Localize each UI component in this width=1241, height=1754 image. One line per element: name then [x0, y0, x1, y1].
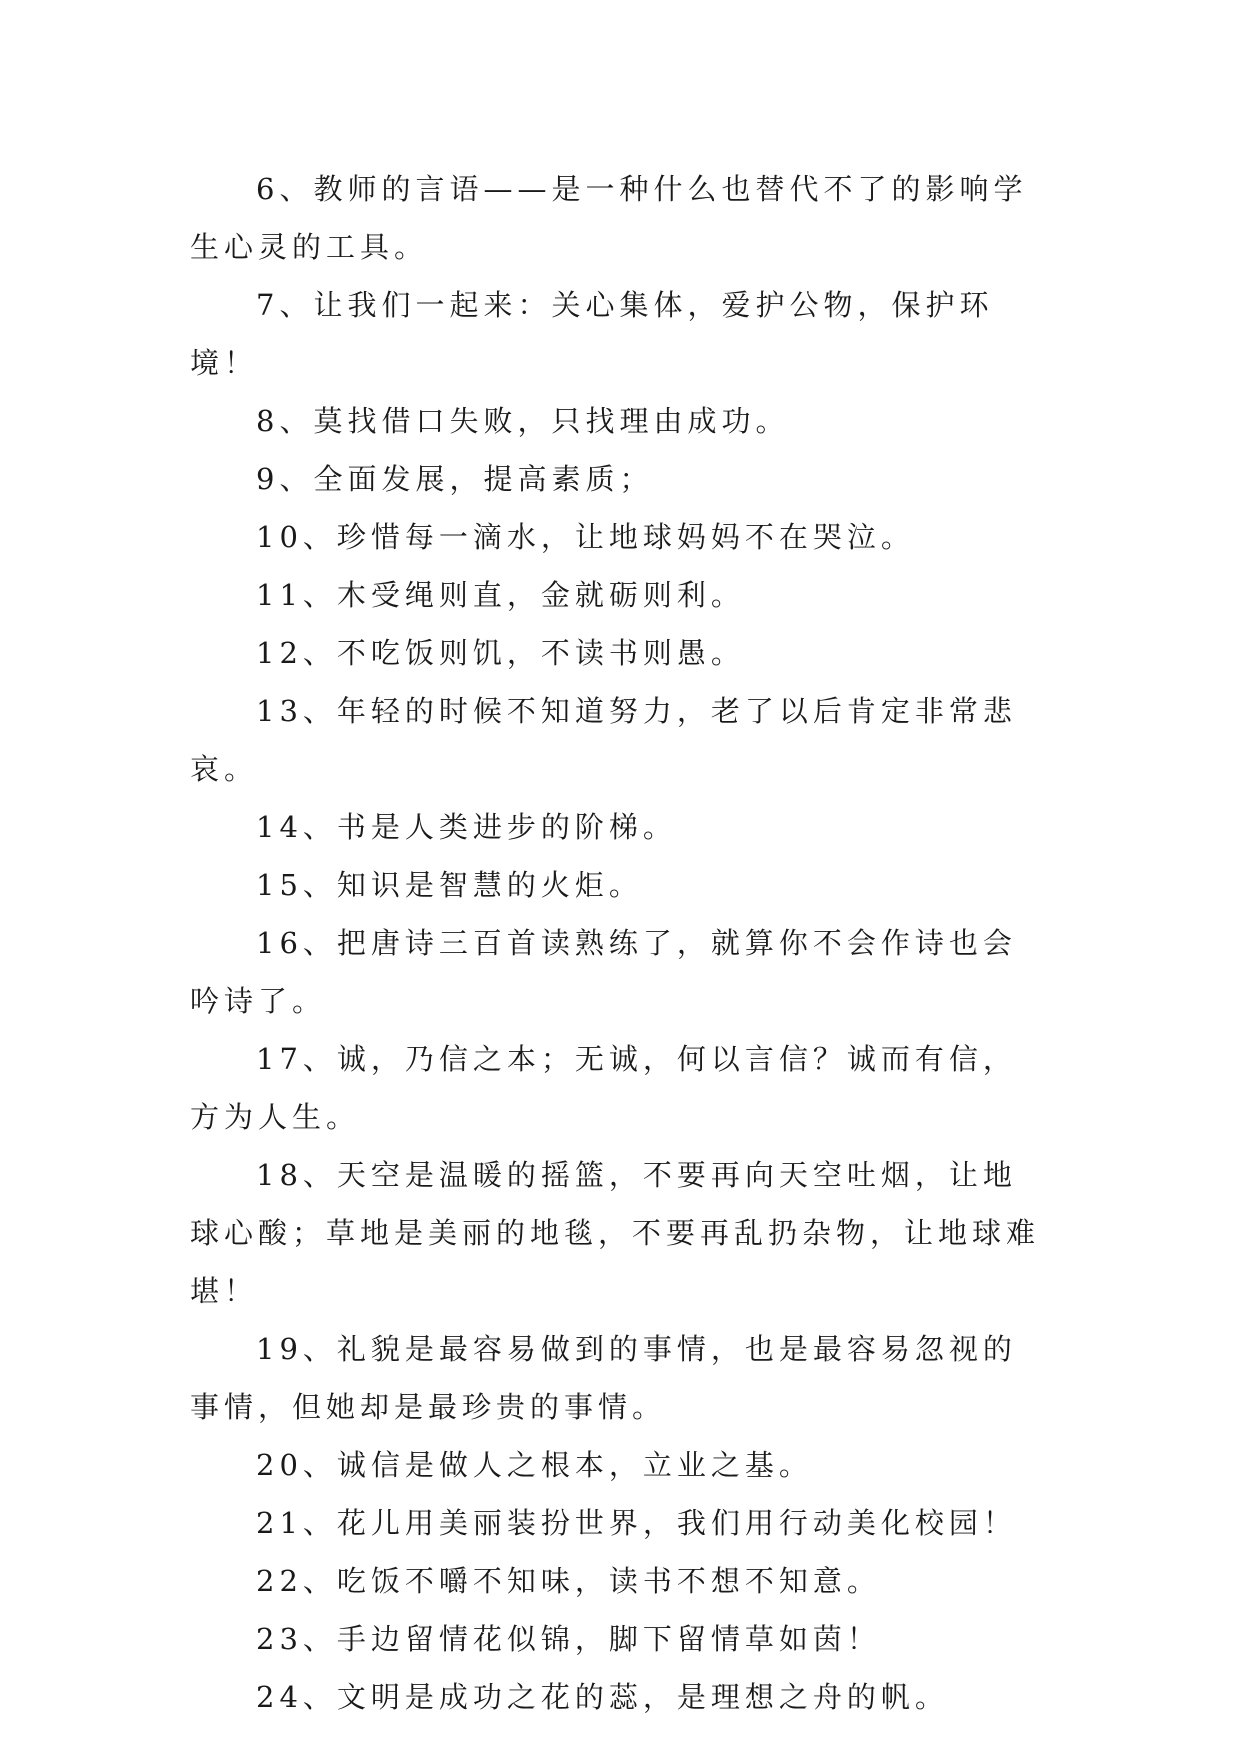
list-item: 8、莫找借口失败，只找理由成功。: [256, 404, 790, 438]
list-item: 10、珍惜每一滴水，让地球妈妈不在哭泣。: [256, 520, 915, 554]
list-item: 16、把唐诗三百首读熟练了，就算你不会作诗也会吟诗了。: [190, 926, 1017, 1018]
list-item: 20、诚信是做人之根本，立业之基。: [256, 1448, 813, 1482]
document-body: [190, 160, 1050, 1726]
list-item: 11、木受绳则直，金就砺则利。: [256, 578, 745, 612]
list-item: 22、吃饭不嚼不知味，读书不想不知意。: [256, 1564, 881, 1598]
list-item: 18、天空是温暖的摇篮，不要再向天空吐烟，让地球心酸；草地是美丽的地毯，不要再乱扔杂物，让地球难堪！: [190, 1158, 1041, 1308]
list-item: 13、年轻的时候不知道努力，老了以后肯定非常悲哀。: [190, 694, 1017, 786]
list-item: 6、教师的言语——是一种什么也替代不了的影响学生心灵的工具。: [190, 172, 1028, 264]
list-item: 14、书是人类进步的阶梯。: [256, 810, 677, 844]
list-item: 7、让我们一起来：关心集体，爱护公物，保护环境！: [190, 288, 994, 380]
list-item: 21、花儿用美丽装扮世界，我们用行动美化校园！: [256, 1506, 1017, 1540]
list-item: 23、手边留情花似锦，脚下留情草如茵！: [256, 1622, 881, 1656]
list-item: 9、全面发展，提高素质；: [256, 462, 654, 496]
list-item: 19、礼貌是最容易做到的事情，也是最容易忽视的事情，但她却是最珍贵的事情。: [190, 1332, 1017, 1424]
list-item: 15、知识是智慧的火炬。: [256, 868, 643, 902]
list-item: 24、文明是成功之花的蕊，是理想之舟的帆。: [256, 1680, 949, 1714]
list-item: 12、不吃饭则饥，不读书则愚。: [256, 636, 745, 670]
list-item: 17、诚，乃信之本；无诚，何以言信？诚而有信，方为人生。: [190, 1042, 1017, 1134]
